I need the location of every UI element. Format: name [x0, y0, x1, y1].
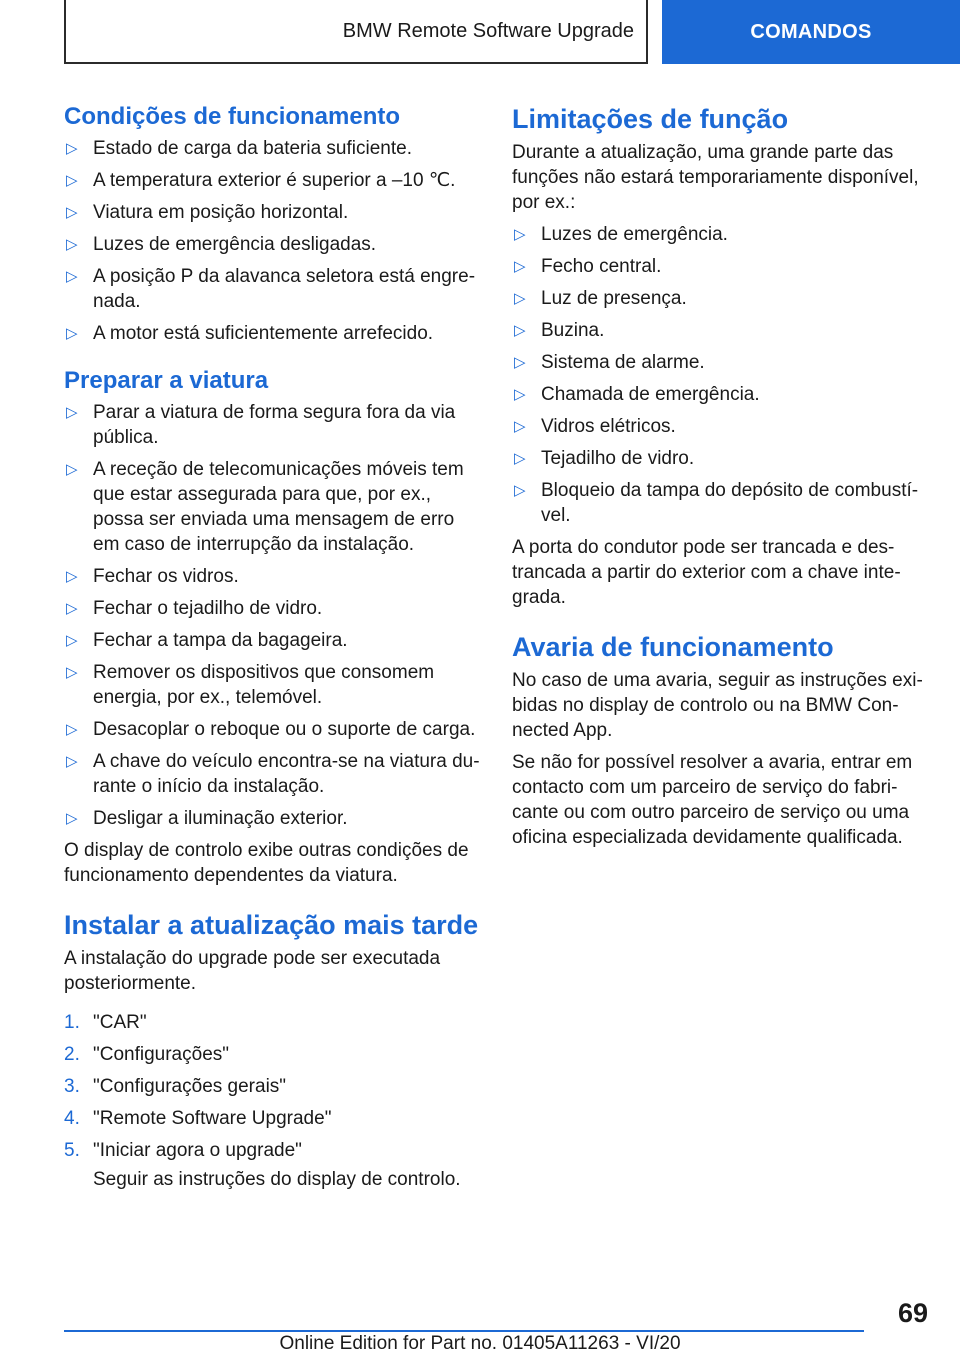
- step-number: 5.: [64, 1140, 80, 1161]
- triangle-bullet-icon: ▷: [66, 461, 78, 478]
- step-item: 2. "Configurações": [64, 1044, 230, 1065]
- triangle-bullet-icon: ▷: [66, 664, 78, 681]
- list-item: ▷ A chave do veículo encontra-se na viatura durante o início da instalação.: [66, 751, 480, 797]
- limitations-list: [512, 222, 928, 528]
- triangle-bullet-icon: ▷: [66, 753, 78, 770]
- triangle-bullet-icon: ▷: [66, 404, 78, 421]
- triangle-bullet-icon: ▷: [66, 268, 78, 285]
- list-item: ▷ A motor está suficientemente arrefecido.: [66, 323, 434, 344]
- list-item: ▷ Fechar a tampa da bagageira.: [66, 630, 348, 651]
- section-operating-conditions: [64, 100, 480, 346]
- triangle-bullet-icon: ▷: [66, 600, 78, 617]
- section-function-limitations: [512, 100, 928, 610]
- body-paragraph: A porta do condutor pode ser trancada e destrancada a partir do exterior com a chave integrada.: [512, 537, 901, 608]
- steps-list: [64, 1010, 480, 1163]
- right-column: [512, 100, 928, 868]
- step-number: 3.: [64, 1076, 80, 1097]
- triangle-bullet-icon: ▷: [66, 632, 78, 649]
- footer-divider: [64, 1330, 864, 1332]
- header-title: BMW Remote Software Upgrade: [342, 19, 634, 42]
- body-paragraph: No caso de uma avaria, seguir as instruções exibidas no display de controlo ou na BMW Connected App.: [512, 670, 923, 741]
- triangle-bullet-icon: ▷: [514, 386, 526, 403]
- chapter-tab: [662, 0, 960, 64]
- triangle-bullet-icon: ▷: [514, 354, 526, 371]
- list-item: ▷ Fechar os vidros.: [66, 566, 239, 587]
- running-header: [64, 0, 648, 64]
- step-note: Seguir as instruções do display de controlo.: [93, 1169, 461, 1190]
- triangle-bullet-icon: ▷: [514, 290, 526, 307]
- body-paragraph: Durante a atualização, uma grande parte das funções não estará temporariamente disponível, por ex.:: [512, 142, 919, 213]
- list-item: ▷ Remover os dispositivos que consomem energia, por ex., telemóvel.: [66, 662, 435, 708]
- step-item: 3. "Configurações gerais": [64, 1076, 287, 1097]
- triangle-bullet-icon: ▷: [66, 721, 78, 738]
- step-number: 4.: [64, 1108, 80, 1129]
- chapter-tab-label: COMANDOS: [750, 20, 872, 43]
- step-number: 1.: [64, 1012, 80, 1033]
- list-item: ▷ A posição P da alavanca seletora está engrenada.: [66, 266, 476, 312]
- step-item: 5. "Iniciar agora o upgrade": [64, 1140, 302, 1161]
- section-title: Instalar a atualização mais tarde: [64, 910, 479, 940]
- triangle-bullet-icon: ▷: [514, 482, 526, 499]
- triangle-bullet-icon: ▷: [66, 140, 78, 157]
- triangle-bullet-icon: ▷: [514, 450, 526, 467]
- triangle-bullet-icon: ▷: [66, 810, 78, 827]
- triangle-bullet-icon: ▷: [514, 226, 526, 243]
- list-item: ▷ Parar a viatura de forma segura fora da via pública.: [66, 402, 456, 448]
- list-item: ▷ Luzes de emergência desligadas.: [66, 234, 377, 255]
- step-number: 2.: [64, 1044, 80, 1065]
- triangle-bullet-icon: ▷: [514, 322, 526, 339]
- list-item: ▷ Sistema de alarme.: [514, 352, 705, 373]
- list-item: ▷ Tejadilho de vidro.: [514, 448, 695, 469]
- triangle-bullet-icon: ▷: [514, 258, 526, 275]
- body-paragraph: O display de controlo exibe outras condições de funcionamento dependentes da viatura.: [64, 840, 469, 886]
- triangle-bullet-icon: ▷: [514, 418, 526, 435]
- section-title: Preparar a viatura: [64, 367, 269, 394]
- body-paragraph: A instalação do upgrade pode ser executada posteriormente.: [64, 948, 441, 994]
- section-malfunction: [512, 628, 928, 850]
- list-item: ▷ Bloqueio da tampa do depósito de combustível.: [514, 480, 919, 526]
- triangle-bullet-icon: ▷: [66, 236, 78, 253]
- triangle-bullet-icon: ▷: [66, 172, 78, 189]
- left-column: [64, 100, 480, 1210]
- list-item: ▷ Viatura em posição horizontal.: [66, 202, 349, 223]
- list-item: ▷ Luz de presença.: [514, 288, 687, 309]
- preparation-list: [64, 400, 480, 831]
- triangle-bullet-icon: ▷: [66, 204, 78, 221]
- section-title: Limitações de função: [512, 104, 789, 134]
- list-item: ▷ Luzes de emergência.: [514, 224, 728, 245]
- conditions-list: [64, 136, 480, 346]
- triangle-bullet-icon: ▷: [66, 568, 78, 585]
- list-item: ▷ Estado de carga da bateria suficiente.: [66, 138, 412, 159]
- section-title: Avaria de funcionamento: [512, 632, 834, 662]
- list-item: ▷ Desacoplar o reboque ou o suporte de carga.: [66, 719, 476, 740]
- page-number: 69: [897, 1298, 928, 1328]
- list-item: ▷ Fechar o tejadilho de vidro.: [66, 598, 323, 619]
- section-prepare-vehicle: [64, 364, 480, 888]
- list-item: ▷ A temperatura exterior é superior a –10 ℃.: [66, 170, 456, 191]
- list-item: ▷ A receção de telecomunicações móveis tem que estar assegurada para que, por ex., possa ser enviada uma mensagem de erro em caso de interrupção da instalação.: [66, 459, 464, 555]
- section-install-later: [64, 906, 480, 1192]
- footer-edition: Online Edition for Part no. 01405A11263 - VI/20: [279, 1333, 681, 1354]
- section-title: Condições de funcionamento: [64, 103, 401, 130]
- list-item: ▷ Desligar a iluminação exterior.: [66, 808, 348, 829]
- list-item: ▷ Chamada de emergência.: [514, 384, 760, 405]
- triangle-bullet-icon: ▷: [66, 325, 78, 342]
- list-item: ▷ Vidros elétricos.: [514, 416, 676, 437]
- body-paragraph: Se não for possível resolver a avaria, entrar em contacto com um parceiro de serviço do fabricante ou com outro parceiro de serviço ou uma oficina especializada devidamente qualificada.: [512, 752, 913, 848]
- step-item: 1. "CAR": [64, 1012, 147, 1033]
- step-item: 4. "Remote Software Upgrade": [64, 1108, 332, 1129]
- list-item: ▷ Buzina.: [514, 320, 605, 341]
- list-item: ▷ Fecho central.: [514, 256, 662, 277]
